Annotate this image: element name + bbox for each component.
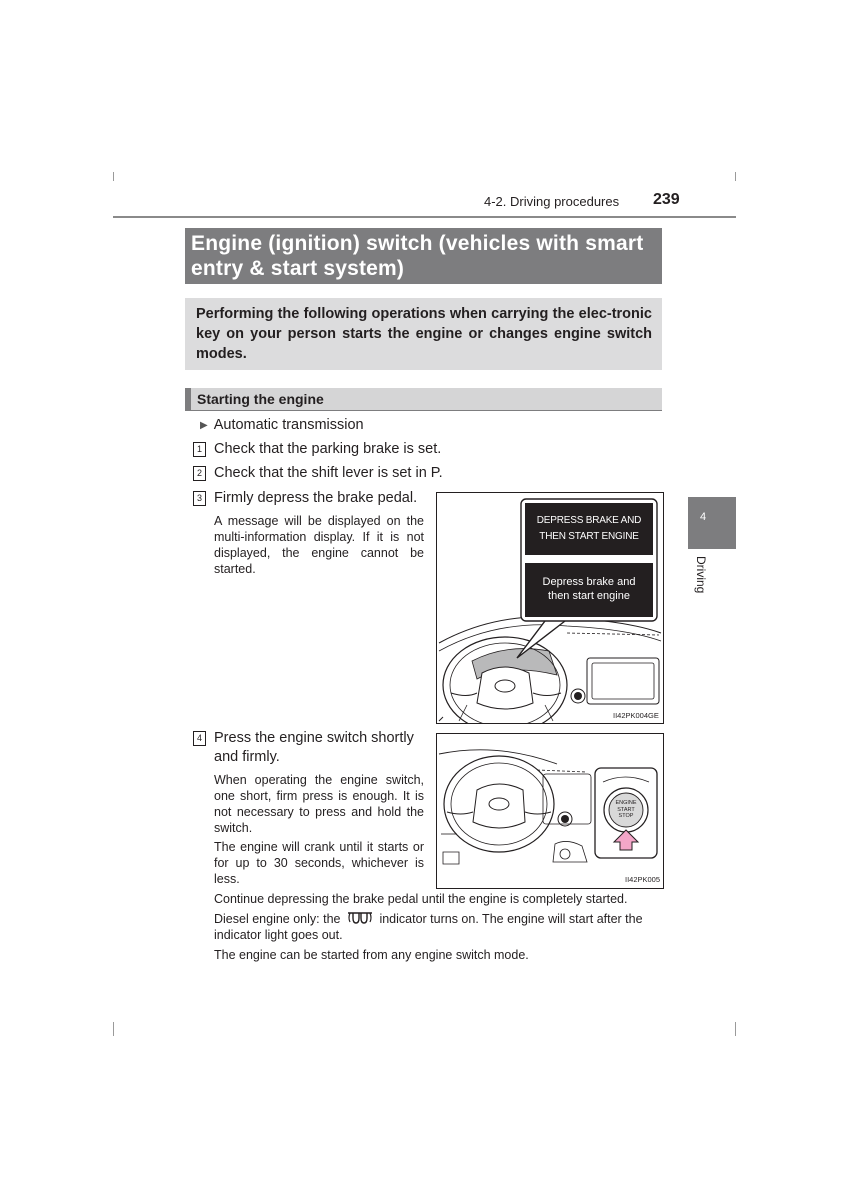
figure-display-message	[436, 492, 664, 724]
step-number: 1	[193, 442, 206, 457]
step-text: Check that the shift lever is set in P.	[214, 465, 443, 481]
figure-code: II42PK005	[625, 875, 661, 884]
triangle-bullet-icon: ▶	[200, 420, 208, 431]
chapter-label: Driving	[694, 556, 708, 594]
chapter-tab	[688, 497, 736, 549]
header-rule	[113, 216, 736, 218]
diesel-note	[214, 911, 660, 943]
section-title: Engine (ignition) switch (vehicles with smart entry & start system)	[185, 228, 662, 284]
step-text: Check that the parking brake is set.	[214, 441, 442, 457]
sub-item-automatic	[200, 417, 364, 433]
glow-plug-indicator-icon	[346, 911, 374, 925]
display-message-line: THEN START ENGINE	[539, 531, 639, 542]
subsection-heading: Starting the engine	[185, 388, 662, 411]
crop-mark	[113, 1022, 114, 1036]
step-detail: When operating the engine switch, one short, firm press is enough. It is not necessary to press and hold the switch.	[214, 773, 424, 835]
engine-button-label-line: START	[617, 806, 635, 813]
intro-text: Performing the following operations when carrying the elec-tronic key on your person starts the engine or changes engine switch modes.	[185, 298, 662, 370]
page-number: 239	[653, 191, 680, 208]
step-detail: The engine will crank until it starts or for up to 30 seconds, whichever is less.	[214, 840, 424, 886]
crop-mark	[735, 1022, 736, 1036]
figure-code: II42PK004GE	[613, 711, 659, 720]
step-number: 4	[193, 731, 206, 746]
any-mode-text: The engine can be started from any engine switch mode.	[214, 948, 529, 962]
display-message-upper	[525, 513, 653, 545]
display-message-line: then start engine	[548, 590, 630, 602]
step-text: Firmly depress the brake pedal.	[214, 490, 418, 506]
sub-item-label: Automatic transmission	[213, 417, 364, 433]
diesel-suffix: indicator turns on. The engine will start after the indicator light goes out.	[214, 912, 643, 942]
step-detail: A message will be displayed on the multi-information display. If it is not displayed, the engine cannot be started.	[214, 514, 424, 576]
step-number: 3	[193, 491, 206, 506]
engine-button-label-line: ENGINE	[615, 800, 637, 806]
diesel-prefix: Diesel engine only: the	[214, 912, 341, 926]
running-title: 4-2. Driving procedures	[484, 194, 620, 209]
display-message-line: DEPRESS BRAKE AND	[536, 515, 642, 526]
display-message-lower	[525, 575, 653, 603]
continue-text: Continue depressing the brake pedal until the engine is completely started.	[214, 892, 628, 906]
step-number: 2	[193, 466, 206, 481]
crop-mark	[113, 172, 114, 181]
figure-engine-switch	[436, 733, 664, 889]
step-text: Press the engine switch shortly and firmly.	[214, 730, 414, 765]
chapter-number: 4	[700, 511, 707, 523]
crop-mark	[735, 172, 736, 181]
engine-button-label	[609, 800, 643, 820]
engine-button-label-line: STOP	[618, 813, 634, 819]
display-message-line: Depress brake and	[542, 576, 636, 588]
